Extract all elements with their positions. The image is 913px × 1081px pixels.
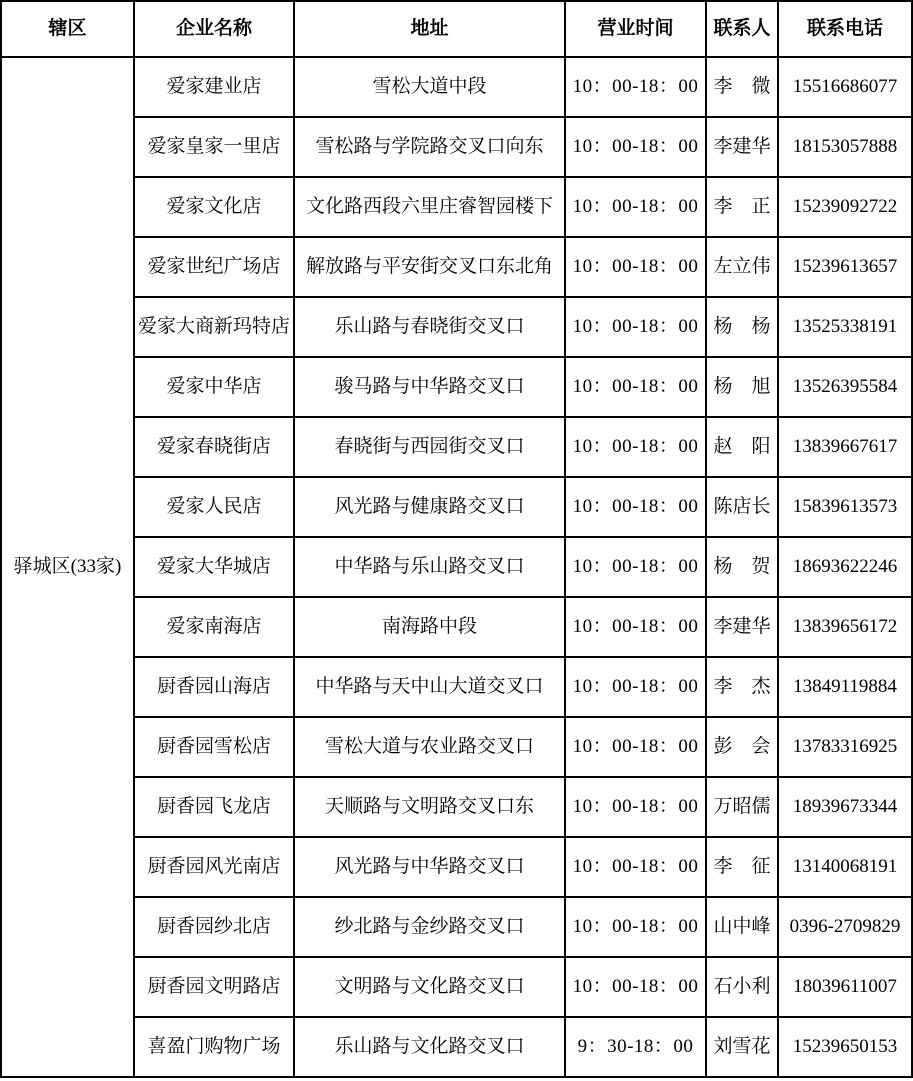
- store-hours-cell: 10：00-18：00: [565, 297, 706, 357]
- store-contact-cell: 李 正: [706, 177, 778, 237]
- store-phone-cell: 18939673344: [778, 777, 912, 837]
- store-hours-cell: 10：00-18：00: [565, 537, 706, 597]
- store-contact-cell: 李 征: [706, 837, 778, 897]
- table-row: [1, 357, 912, 417]
- col-header-name: 企业名称: [134, 1, 294, 57]
- store-phone-cell: 13525338191: [778, 297, 912, 357]
- table-row: [1, 777, 912, 837]
- store-address-cell: 雪松大道与农业路交叉口: [294, 717, 565, 777]
- header-row: [1, 1, 912, 57]
- store-hours-cell: 10：00-18：00: [565, 417, 706, 477]
- store-phone-cell: 13849119884: [778, 657, 912, 717]
- col-header-district: 辖区: [1, 1, 134, 57]
- table-row: [1, 297, 912, 357]
- store-hours-cell: 10：00-18：00: [565, 477, 706, 537]
- district-cell: 驿城区(33家): [1, 57, 134, 1077]
- store-name-cell: 爱家中华店: [134, 357, 294, 417]
- table-row: [1, 657, 912, 717]
- store-contact-cell: 左立伟: [706, 237, 778, 297]
- store-name-cell: 爱家皇家一里店: [134, 117, 294, 177]
- store-address-cell: 中华路与乐山路交叉口: [294, 537, 565, 597]
- store-hours-cell: 10：00-18：00: [565, 657, 706, 717]
- store-hours-cell: 10：00-18：00: [565, 117, 706, 177]
- table-row: [1, 237, 912, 297]
- store-contact-cell: 石小利: [706, 957, 778, 1017]
- col-header-contact: 联系人: [706, 1, 778, 57]
- store-address-cell: 乐山路与春晓街交叉口: [294, 297, 565, 357]
- table-row: [1, 117, 912, 177]
- store-contact-cell: 万昭儒: [706, 777, 778, 837]
- store-contact-cell: 刘雪花: [706, 1017, 778, 1077]
- store-address-cell: 雪松大道中段: [294, 57, 565, 117]
- store-address-cell: 风光路与中华路交叉口: [294, 837, 565, 897]
- table-row: [1, 897, 912, 957]
- store-contact-cell: 赵 阳: [706, 417, 778, 477]
- table-row: [1, 957, 912, 1017]
- table-row: [1, 1017, 912, 1077]
- store-address-cell: 文明路与文化路交叉口: [294, 957, 565, 1017]
- store-name-cell: 厨香园文明路店: [134, 957, 294, 1017]
- store-hours-cell: 10：00-18：00: [565, 897, 706, 957]
- store-name-cell: 喜盈门购物广场: [134, 1017, 294, 1077]
- store-phone-cell: 18693622246: [778, 537, 912, 597]
- store-phone-cell: 15239650153: [778, 1017, 912, 1077]
- store-address-cell: 南海路中段: [294, 597, 565, 657]
- store-phone-cell: 15239613657: [778, 237, 912, 297]
- store-contact-cell: 山中峰: [706, 897, 778, 957]
- store-hours-cell: 10：00-18：00: [565, 597, 706, 657]
- store-contact-cell: 陈店长: [706, 477, 778, 537]
- store-hours-cell: 10：00-18：00: [565, 837, 706, 897]
- store-phone-cell: 13839667617: [778, 417, 912, 477]
- store-contact-cell: 彭 会: [706, 717, 778, 777]
- store-address-cell: 春晓街与西园街交叉口: [294, 417, 565, 477]
- store-name-cell: 爱家春晓街店: [134, 417, 294, 477]
- store-phone-cell: 13140068191: [778, 837, 912, 897]
- store-name-cell: 爱家南海店: [134, 597, 294, 657]
- store-phone-cell: 13783316925: [778, 717, 912, 777]
- store-hours-cell: 9：30-18：00: [565, 1017, 706, 1077]
- store-name-cell: 厨香园山海店: [134, 657, 294, 717]
- store-name-cell: 爱家世纪广场店: [134, 237, 294, 297]
- table-row: [1, 717, 912, 777]
- store-hours-cell: 10：00-18：00: [565, 237, 706, 297]
- store-name-cell: 厨香园飞龙店: [134, 777, 294, 837]
- store-contact-cell: 杨 杨: [706, 297, 778, 357]
- store-name-cell: 厨香园纱北店: [134, 897, 294, 957]
- store-name-cell: 爱家人民店: [134, 477, 294, 537]
- store-phone-cell: 15239092722: [778, 177, 912, 237]
- store-hours-cell: 10：00-18：00: [565, 957, 706, 1017]
- store-contact-cell: 杨 贺: [706, 537, 778, 597]
- store-address-cell: 雪松路与学院路交叉口向东: [294, 117, 565, 177]
- store-address-cell: 骏马路与中华路交叉口: [294, 357, 565, 417]
- store-phone-cell: 18153057888: [778, 117, 912, 177]
- store-contact-cell: 杨 旭: [706, 357, 778, 417]
- table-row: [1, 417, 912, 477]
- store-name-cell: 爱家文化店: [134, 177, 294, 237]
- store-phone-cell: 0396-2709829: [778, 897, 912, 957]
- store-name-cell: 爱家大华城店: [134, 537, 294, 597]
- table-row: [1, 57, 912, 117]
- col-header-address: 地址: [294, 1, 565, 57]
- store-address-cell: 中华路与天中山大道交叉口: [294, 657, 565, 717]
- table-row: [1, 837, 912, 897]
- table-row: [1, 477, 912, 537]
- store-phone-cell: 13526395584: [778, 357, 912, 417]
- store-hours-cell: 10：00-18：00: [565, 177, 706, 237]
- store-address-cell: 文化路西段六里庄睿智园楼下: [294, 177, 565, 237]
- store-name-cell: 爱家大商新玛特店: [134, 297, 294, 357]
- store-phone-cell: 15516686077: [778, 57, 912, 117]
- store-contact-cell: 李建华: [706, 117, 778, 177]
- store-phone-cell: 13839656172: [778, 597, 912, 657]
- store-phone-cell: 18039611007: [778, 957, 912, 1017]
- store-address-cell: 纱北路与金纱路交叉口: [294, 897, 565, 957]
- store-hours-cell: 10：00-18：00: [565, 717, 706, 777]
- table-row: [1, 597, 912, 657]
- store-address-cell: 解放路与平安街交叉口东北角: [294, 237, 565, 297]
- store-hours-cell: 10：00-18：00: [565, 57, 706, 117]
- table-row: [1, 177, 912, 237]
- col-header-phone: 联系电话: [778, 1, 912, 57]
- col-header-hours: 营业时间: [565, 1, 706, 57]
- store-name-cell: 厨香园风光南店: [134, 837, 294, 897]
- store-hours-cell: 10：00-18：00: [565, 357, 706, 417]
- store-contact-cell: 李 杰: [706, 657, 778, 717]
- table-row: [1, 537, 912, 597]
- store-contact-cell: 李 微: [706, 57, 778, 117]
- store-phone-cell: 15839613573: [778, 477, 912, 537]
- store-address-cell: 天顺路与文明路交叉口东: [294, 777, 565, 837]
- store-address-cell: 风光路与健康路交叉口: [294, 477, 565, 537]
- store-address-cell: 乐山路与文化路交叉口: [294, 1017, 565, 1077]
- store-contact-cell: 李建华: [706, 597, 778, 657]
- store-name-cell: 爱家建业店: [134, 57, 294, 117]
- store-hours-cell: 10：00-18：00: [565, 777, 706, 837]
- store-name-cell: 厨香园雪松店: [134, 717, 294, 777]
